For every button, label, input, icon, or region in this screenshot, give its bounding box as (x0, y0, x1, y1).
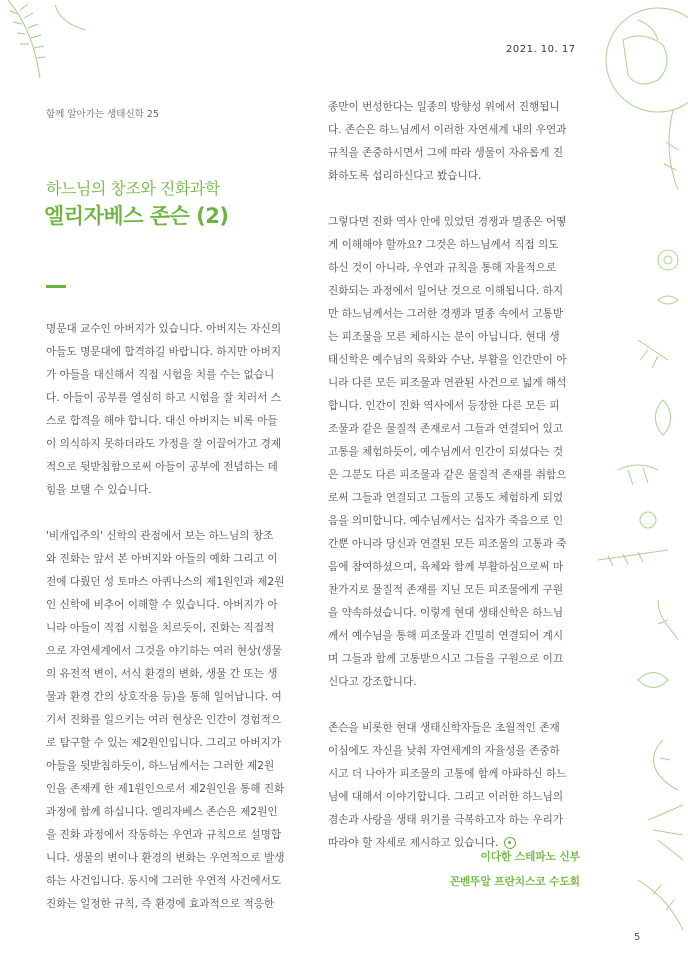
text-line (46, 410, 294, 433)
text-line (328, 326, 576, 349)
text-line-content: 규칙을 존중하시면서 그에 따라 생물이 자유롭게 진 (328, 147, 564, 159)
text-line (328, 579, 576, 602)
text-line-content: 그렇다면 진화 역사 안에 있었던 경쟁과 멸종은 어떻 (328, 216, 567, 228)
text-line (328, 303, 576, 326)
text-line-content: 가 아들을 대신해서 직접 시험을 치를 수는 없습니 (46, 369, 275, 381)
text-line (46, 617, 294, 640)
text-line-content: 니다. 생물의 변이나 환경의 변화는 우연적으로 발생 (46, 852, 285, 864)
text-line (46, 755, 294, 778)
text-line (46, 686, 294, 709)
text-line (46, 640, 294, 663)
text-line-content: 종만이 번성한다는 일종의 방향성 위에서 진행됩니 (328, 101, 560, 113)
text-line (46, 893, 294, 916)
text-line (328, 257, 576, 280)
text-line-content: 음을 의미합니다. 예수님께서는 십자가 죽음으로 인 (328, 515, 564, 527)
text-line (328, 165, 576, 188)
text-line-content: 아들을 뒷받침하듯이, 하느님께서는 그러한 제2원 (46, 760, 275, 772)
text-line (46, 387, 294, 410)
text-line-content: 명문대 교수인 아버지가 있습니다. 아버지는 자신의 (46, 323, 282, 335)
right-column (328, 96, 576, 855)
text-line-content: 적으로 뒷받침함으로써 아들이 공부에 전념하는 데 (46, 461, 278, 473)
text-line (328, 441, 576, 464)
text-line-content: 따라야 할 자세로 제시하고 있습니다. (328, 837, 499, 849)
text-line-content: 전에 다뤘던 성 토마스 아퀴나스의 제1원인과 제2원 (46, 576, 285, 588)
text-line-content: 물과 환경 간의 상호작용 등)을 통해 일어납니다. 여 (46, 691, 282, 703)
text-line-content: '비개입주의' 신학의 관점에서 보는 하느님의 창조 (46, 530, 274, 542)
text-line (328, 418, 576, 441)
left-column (46, 318, 294, 916)
text-line (328, 234, 576, 257)
text-line (46, 456, 294, 479)
text-line-content: 하신 것이 아니라, 우연과 규칙을 통해 자율적으로 (328, 262, 557, 274)
text-line (46, 525, 294, 548)
text-line (328, 280, 576, 303)
text-line (328, 556, 576, 579)
text-line (328, 464, 576, 487)
text-line (328, 96, 576, 119)
text-line-content: 조물과 같은 물질적 존재로서 그들과 연결되어 있고 (328, 423, 564, 435)
text-line-content: 인 신학에 비추어 이해할 수 있습니다. 아버지가 아 (46, 599, 278, 611)
text-line (328, 717, 576, 740)
text-line-content: 이 의식하지 못하더라도 가정을 잘 이끌어가고 경제 (46, 438, 282, 450)
text-line (46, 594, 294, 617)
end-mark-icon (504, 837, 516, 849)
text-line (328, 763, 576, 786)
decorative-branch-illustration (0, 0, 90, 80)
paragraph-gap (328, 694, 576, 717)
text-line-content: 인을 존재케 한 제1원인으로서 제2원인을 통해 진화 (46, 783, 285, 795)
text-line (46, 364, 294, 387)
text-line (328, 602, 576, 625)
text-line-content: 니라 다른 모든 피조물과 연관된 사건으로 넓게 해석 (328, 377, 567, 389)
text-line-content: 기서 진화를 일으키는 여러 현상은 인간이 경험적으 (46, 714, 282, 726)
text-line (328, 809, 576, 832)
text-line (328, 372, 576, 395)
text-line-content: 고통을 체험하듯이, 예수님께서 인간이 되셨다는 것 (328, 446, 564, 458)
text-line (46, 709, 294, 732)
text-line-content: 님에 대해서 이야기합니다. 그리고 이러한 하느님의 (328, 791, 564, 803)
text-line-content: 께서 예수님을 통해 피조물과 긴밀히 연결되어 계시 (328, 630, 564, 642)
text-line-content: 의 유전적 변이, 서식 환경의 변화, 생물 간 또는 생 (46, 668, 278, 680)
text-line (46, 847, 294, 870)
page-number: 5 (634, 932, 641, 943)
text-line-content: 음에 참여하셨으며, 육체와 함께 부활하심으로써 마 (328, 561, 564, 573)
text-line-content: 다. 아들이 공부를 열심히 하고 시험을 잘 치러서 스 (46, 392, 281, 404)
issue-date: 2021. 10. 17 (506, 44, 576, 55)
text-line-content: 아들도 명문대에 합격하길 바랍니다. 하지만 아버지 (46, 346, 282, 358)
article-subtitle: 하느님의 창조와 진화과학 (46, 179, 220, 198)
text-line-content: 는 피조물을 모른 체하시는 분이 아닙니다. 현대 생 (328, 331, 560, 343)
text-line (46, 824, 294, 847)
text-line (328, 211, 576, 234)
paragraph-gap (46, 502, 294, 525)
text-line-content: 은 그분도 다른 피조물과 같은 물질적 존재를 취함으 (328, 469, 567, 481)
text-line-content: 로써 그들과 연결되고 그들의 고통도 체험하게 되었 (328, 492, 564, 504)
text-line-content: 을 약속하셨습니다. 이렇게 현대 생태신학은 하느님 (328, 607, 564, 619)
text-line (328, 625, 576, 648)
text-line-content: 겸손과 사랑을 생태 위기를 극복하고자 하는 우리가 (328, 814, 564, 826)
text-line (328, 671, 576, 694)
text-line-content: 와 진화는 앞서 본 아버지와 아들의 예화 그리고 이 (46, 553, 278, 565)
author-affiliation: 꼰벤뚜알 프란치스코 수도회 (449, 876, 580, 888)
text-line (46, 663, 294, 686)
text-line-content: 로 탐구할 수 있는 제2원인입니다. 그리고 아버지가 (46, 737, 281, 749)
text-line-content: 합니다. 인간이 진화 역사에서 등장한 다른 모든 피 (328, 400, 560, 412)
text-line (328, 740, 576, 763)
text-line (46, 778, 294, 801)
text-line-content: 을 진화 과정에서 작동하는 우연과 규칙으로 설명합 (46, 829, 282, 841)
text-line (46, 341, 294, 364)
text-line-content: 찬가지로 물질적 존재를 지닌 모든 피조물에게 구원 (328, 584, 564, 596)
text-line-content: 으로 자연세계에서 그것을 야기하는 여러 현상(생물 (46, 645, 282, 657)
text-line-content: 신다고 강조합니다. (328, 676, 417, 688)
text-line (328, 142, 576, 165)
text-line (328, 487, 576, 510)
text-line (46, 571, 294, 594)
text-line (46, 479, 294, 502)
text-line-content: 진화는 일정한 규칙, 즉 환경에 효과적으로 적응한 (46, 898, 275, 910)
series-label: 함께 알아가는 생태신학 25 (46, 109, 159, 120)
text-line-content: 며 그들과 함께 고통받으시고 그들을 구원으로 이끄 (328, 653, 564, 665)
text-line-content: 하는 사건입니다. 동시에 그러한 우연적 사건에서도 (46, 875, 282, 887)
text-line-content: 니라 아들이 직접 시험을 치르듯이, 진화는 직접적 (46, 622, 275, 634)
paragraph-gap (328, 188, 576, 211)
text-line-content: 다. 존슨은 하느님께서 이러한 자연세계 내의 우연과 (328, 124, 567, 136)
text-line (328, 786, 576, 809)
text-line-content: 시고 더 나아가 피조물의 고통에 함께 아파하신 하느 (328, 768, 567, 780)
text-line (328, 510, 576, 533)
article-title: 엘리자베스 존슨 (2) (44, 204, 229, 228)
text-line (46, 870, 294, 893)
text-line-content: 스로 합격을 해야 합니다. 대신 아버지는 비록 아들 (46, 415, 278, 427)
text-line (46, 548, 294, 571)
text-line (328, 533, 576, 556)
text-line-content: 게 이해해야 할까요? 그것은 하느님께서 직접 의도 (328, 239, 559, 251)
text-line-content: 태신학은 예수님의 육화와 수난, 부활을 인간만이 아 (328, 354, 567, 366)
author-name: 이다한 스테파노 신부 (480, 851, 580, 863)
text-line-content: 화하도록 섭리하신다고 봤습니다. (328, 170, 482, 182)
text-line-content: 힘을 보탤 수 있습니다. (46, 484, 152, 496)
text-line (46, 318, 294, 341)
text-line (46, 732, 294, 755)
text-line (328, 395, 576, 418)
title-divider (46, 285, 66, 288)
text-line (46, 801, 294, 824)
text-line (328, 648, 576, 671)
text-line-content: 존슨을 비롯한 현대 생태신학자들은 초월적인 존재 (328, 722, 560, 734)
text-line-content: 이심에도 자신을 낮춰 자연세계의 자율성을 존중하 (328, 745, 560, 757)
text-line (328, 349, 576, 372)
text-line-content: 진화되는 과정에서 일어난 것으로 이해됩니다. 하지 (328, 285, 564, 297)
text-line-content: 과정에 함께 하십니다. 엘리자베스 존슨은 제2원인 (46, 806, 278, 818)
decorative-nature-sketch (578, 0, 688, 940)
text-line-content: 만 하느님께서는 그러한 경쟁과 멸종 속에서 고통받 (328, 308, 564, 320)
text-line (46, 433, 294, 456)
text-line (328, 119, 576, 142)
text-line-content: 간뿐 아니라 당신과 연결된 모든 피조물의 고통과 죽 (328, 538, 567, 550)
